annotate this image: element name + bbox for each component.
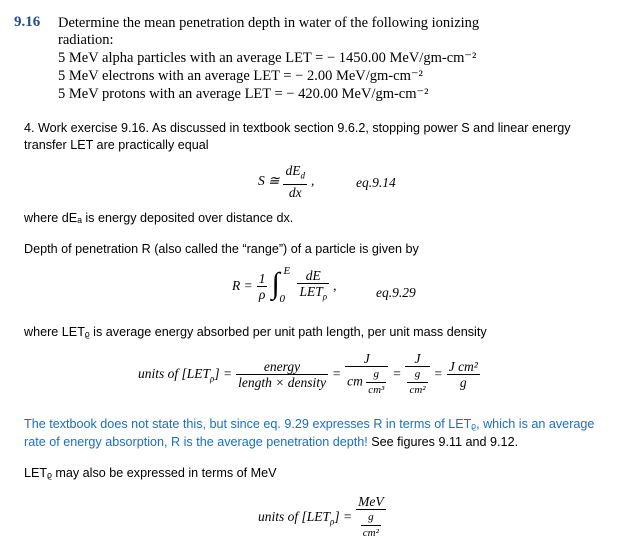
eq2-denominator: LET: [299, 284, 323, 299]
eq3-fraction-2: [345, 351, 388, 398]
eq3-f2-num: J: [345, 351, 388, 367]
exercise-line-4: 5 MeV electrons with an average LET = − 2.00 MeV/gm-cm⁻²: [58, 68, 423, 84]
eq3-f3-num: J: [405, 351, 429, 367]
exercise-number: 9.16: [14, 14, 41, 30]
eq1-lhs: S ≅: [258, 173, 280, 189]
integral-upper: E: [283, 265, 291, 278]
eq4-fraction: [356, 494, 385, 541]
eq3-f3-inner-num: g: [407, 367, 427, 383]
depth-paragraph: Depth of penetration R (also called the “range”) of a particle is given by: [24, 242, 419, 256]
eq4-inner-den: cm²: [362, 527, 379, 539]
eq3-f2-den-a: cm: [347, 373, 363, 389]
eq3-lhs-sub: ρ: [210, 373, 215, 384]
eq3-f4-num: J cm²: [448, 359, 478, 374]
exercise-line-5: 5 MeV protons with an average LET = − 420.00 MeV/gm-cm⁻²: [58, 86, 429, 102]
eq3-fraction-4: [447, 359, 480, 390]
where-let-paragraph: where LETᵨ is average energy absorbed per unit path length, per unit mass density: [24, 325, 487, 339]
eq1-numerator: dE: [285, 163, 301, 178]
see-figures-text: See figures 9.11 and 9.12.: [371, 435, 519, 449]
integral-lower: 0: [279, 293, 285, 306]
eq3-f2-inner-num: g: [366, 367, 386, 383]
eq3-fraction-3: [405, 351, 429, 398]
exercise-line-3: 5 MeV alpha particles with an average LET = − 1450.00 MeV/gm-cm⁻²: [58, 50, 477, 66]
eq1-denominator: dx: [288, 184, 302, 200]
eq2-coef-num: 1: [258, 270, 266, 286]
eq2-fraction: [297, 268, 329, 305]
eq3-fraction-1: [236, 359, 328, 390]
units-equation: units of $[LET_\rho]$ = $\frac{\text{energy}}{\text{length × density}}$ = J cm $\frac{g}{\text{cm³}}$ = $\frac{J}{\frac{g}{\text{cm²}}}$ = $\frac{\text{J cm²}}{g}$: [138, 351, 478, 396]
eq3-lhs: units of $[LET_\rho]$ =: [138, 366, 233, 384]
note-line-2-text: rate of energy absorption, R is the average penetration depth!: [24, 435, 368, 449]
eq3-f4-den: g: [459, 375, 467, 390]
eq3-f3-inner: [407, 367, 427, 398]
eq4-inner: [361, 510, 381, 541]
note-line-2: [24, 435, 518, 450]
units-mev-equation: units of $[LET_\rho]$ = $\frac{\text{MeV}}{\frac{g}{\text{cm²}}}$: [258, 494, 384, 539]
eq3-f2-inner: [366, 367, 386, 398]
eq2-lhs: R =: [232, 278, 253, 294]
eq3-f1-den: length × density: [238, 375, 326, 390]
eq4-lhs-sub: ρ: [330, 516, 335, 527]
eq2-denominator-sub: ρ: [322, 291, 328, 302]
eq4-lhs-text: units of [LET: [258, 509, 331, 525]
where-de-paragraph: where dEₐ is energy deposited over distance dx.: [24, 211, 294, 225]
integral-sign: ∫ E 0: [271, 265, 291, 306]
exercise-line-1: Determine the mean penetration depth in water of the following ionizing: [58, 15, 480, 31]
equation-9-29: R = $\frac{1}{\rho}$ ∫ E 0 $\frac{dE}{LET_\rho}$ ,: [232, 265, 337, 306]
eq2-coef-den: ρ: [258, 286, 266, 302]
eq3-f2-inner-den: cm³: [368, 384, 385, 396]
eq3-lhs-text: units of [LET: [138, 366, 211, 382]
eq2-tag: eq.9.29: [376, 285, 416, 300]
intro-line-2: transfer LET are practically equal: [24, 138, 209, 152]
eq1-fraction: [283, 163, 307, 200]
eq1-numerator-sub: d: [300, 170, 305, 181]
note-line-1: The textbook does not state this, but since eq. 9.29 expresses R in terms of LETᵨ, which is an average: [24, 417, 595, 431]
eq1-tag: eq.9.14: [356, 175, 396, 190]
eq2-coefficient: [257, 271, 268, 302]
mev-paragraph: LETᵨ may also be expressed in terms of MeV: [24, 466, 277, 480]
equation-9-14: S ≅ $\frac{dE_d}{dx}$ ,: [258, 163, 315, 200]
exercise-line-2: radiation:: [58, 32, 114, 48]
eq4-num: MeV: [358, 494, 384, 509]
eq3-f1-num: energy: [236, 359, 328, 375]
eq2-numerator: dE: [297, 268, 329, 284]
intro-line-1: 4. Work exercise 9.16. As discussed in textbook section 9.6.2, stopping power S and linear energy: [24, 121, 571, 135]
eq3-f3-inner-den: cm²: [409, 384, 426, 396]
eq4-inner-num: g: [361, 510, 381, 526]
